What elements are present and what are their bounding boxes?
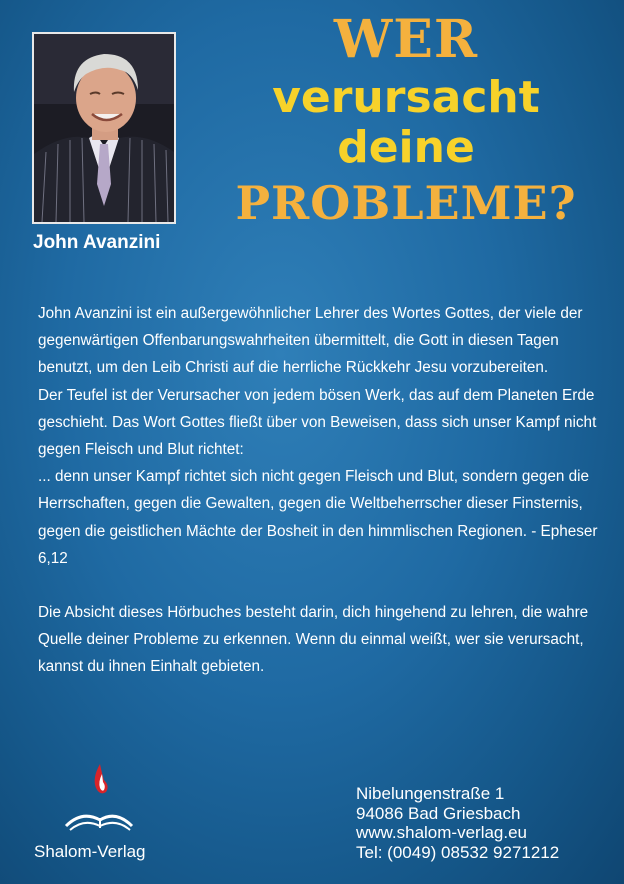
address-city: 94086 Bad Griesbach	[356, 803, 521, 823]
book-title	[196, 9, 616, 236]
author-name: John Avanzini	[33, 232, 161, 253]
publisher-website: www.shalom-verlag.eu	[356, 823, 528, 842]
paragraph-quote: ... denn unser Kampf richtet sich nicht gegen Fleisch und Blut, sondern gegen die Herrschaften, gegen die Gewalten, gegen die Weltbeherrscher dieser Finsternis, gegen die geistlichen Mächte der Bosheit in den himmlischen Regionen. - Epheser 6,12	[38, 468, 598, 567]
author-photo	[32, 32, 176, 224]
paragraph-intro: John Avanzini ist ein außergewöhnlicher Lehrer des Wortes Gottes, der viele der gegenwärtigen Offenbarungswahrheiten übermittelt, die Gott in diesen Tagen benutzt, um den Leib Christi auf die herrliche Rückkehr Jesu vorzubereiten.	[38, 305, 583, 377]
publisher-address	[356, 784, 559, 862]
title-line-4: PROBLEME?	[235, 176, 577, 230]
title-line-3: deine	[337, 122, 475, 173]
paragraph-purpose: Die Absicht dieses Hörbuches besteht darin, dich hingehend zu lehren, die wahre Quelle deiner Probleme zu erkennen. Wenn du einmal weißt, wer sie verursacht, kannst du ihnen Einhalt gebieten.	[38, 604, 589, 676]
paragraph-devil: Der Teufel ist der Verursacher von jedem bösen Werk, das auf dem Planeten Erde geschieht. Das Wort Gottes fließt über von Beweisen, dass sich unser Kampf nicht gegen Fleisch und Blut richtet:	[38, 386, 597, 459]
address-street: Nibelungenstraße 1	[356, 784, 505, 803]
title-line-1: WER	[333, 9, 479, 70]
title-line-2: verursacht	[272, 72, 540, 123]
book-flame-icon	[40, 760, 180, 840]
publisher-phone: Tel: (0049) 08532 9271212	[356, 842, 560, 862]
description	[38, 300, 608, 681]
publisher-name: Shalom-Verlag	[34, 842, 146, 861]
